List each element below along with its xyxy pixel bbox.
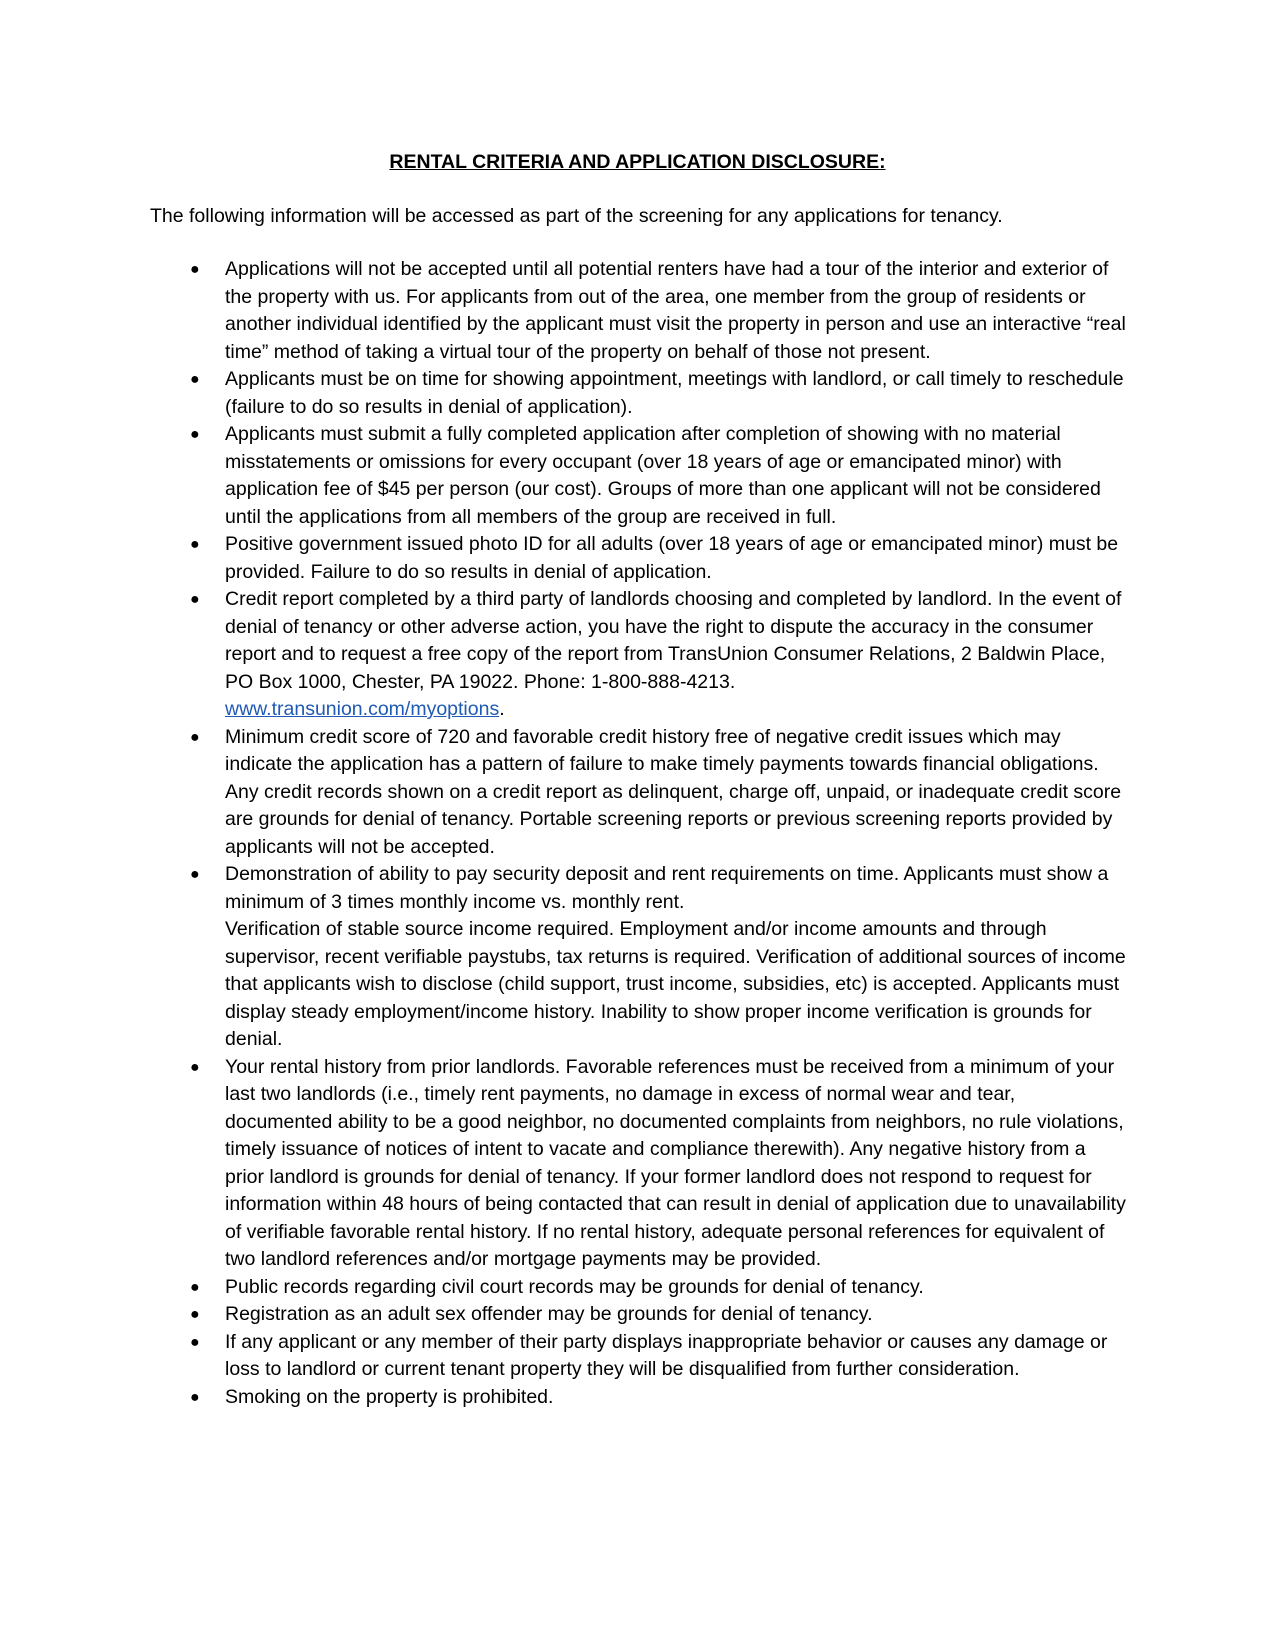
list-item <box>190 1329 1126 1384</box>
list-item <box>190 1384 1126 1412</box>
list-item-text-continued: Verification of stable source income required. Employment and/or income amounts and through supervisor, recent verifiable paystubs, tax returns is required. Verification of additional sources of income that applicants wish to disclose (child support, trust income, subsidies, etc) is accepted. Applicants must display steady employment/income history. Inability to show proper income verification is grounds for denial. <box>225 918 1126 1050</box>
bullet-icon: ● <box>190 1058 200 1076</box>
list-item-text: Positive government issued photo ID for all adults (over 18 years of age or emancipated minor) must be provided. Failure to do so results in denial of application. <box>225 533 1119 583</box>
list-item <box>190 531 1126 586</box>
bullet-icon: ● <box>190 536 200 553</box>
transunion-link-line <box>225 696 1126 724</box>
list-item-text: Minimum credit score of 720 and favorable credit history free of negative credit issues which may indicate the application has a pattern of failure to make timely payments towards financial obligations. Any credit records shown on a credit report as delinquent, charge off, unpaid, or inadequate credit score are grounds for denial of tenancy. Portable screening reports or previous screening reports provided by applicants will not be accepted. <box>225 725 1122 858</box>
bullet-icon: ● <box>190 866 200 883</box>
list-item-text: Credit report completed by a third party of landlords choosing and completed by landlord. In the event of denial of tenancy or other adverse action, you have the right to dispute the accuracy in the consumer report and to request a free copy of the report from TransUnion Consumer Relations, 2 Baldwin Place, PO Box 1000, Chester, PA 19022. Phone: 1-800-888-4213. <box>225 588 1122 693</box>
bullet-icon: ● <box>190 591 200 608</box>
intro-paragraph: The following information will be accessed as part of the screening for any applications for tenancy. <box>150 205 1003 227</box>
bullet-icon: ● <box>190 1388 200 1406</box>
list-item <box>190 256 1126 366</box>
list-item-text: Applicants must be on time for showing appointment, meetings with landlord, or call timely to reschedule (failure to do so results in denial of application). <box>225 368 1124 418</box>
bullet-icon: ● <box>190 1278 200 1296</box>
document-title: RENTAL CRITERIA AND APPLICATION DISCLOSURE: <box>389 151 886 173</box>
list-item <box>190 421 1126 531</box>
list-item <box>190 1274 1126 1302</box>
list-item <box>190 861 1126 1054</box>
bullet-icon: ● <box>190 1333 200 1351</box>
bullet-icon: ● <box>190 371 200 388</box>
criteria-list <box>190 256 1126 1411</box>
list-item <box>190 724 1126 862</box>
list-item <box>190 586 1126 724</box>
list-item-text: Public records regarding civil court records may be grounds for denial of tenancy. <box>225 1275 924 1298</box>
list-item-text: Smoking on the property is prohibited. <box>225 1385 554 1408</box>
link-suffix: . <box>499 698 505 720</box>
bullet-icon: ● <box>190 261 200 278</box>
list-item-text: Applications will not be accepted until all potential renters have had a tour of the interior and exterior of the property with us. For applicants from out of the area, one member from the group of residents or another individual identified by the applicant must visit the property in person and use an interactive “real time” method of taking a virtual tour of the property on behalf of those not present. <box>225 258 1126 363</box>
list-item-text: Registration as an adult sex offender may be grounds for denial of tenancy. <box>225 1303 873 1325</box>
list-item-text: If any applicant or any member of their party displays inappropriate behavior or causes any damage or loss to landlord or current tenant property they will be disqualified from further consideration. <box>225 1330 1108 1380</box>
list-item-text: Your rental history from prior landlords. Favorable references must be received from a minimum of your last two landlords (i.e., timely rent payments, no damage in excess of normal wear and tear, documented ability to be a good neighbor, no documented complaints from neighbors, no rule violations, timely issuance of notices of intent to vacate and compliance therewith). Any negative history from a prior landlord is grounds for denial of tenancy. If your former landlord does not respond to request for information within 48 hours of being contacted that can result in denial of application due to unavailability of verifiable favorable rental history. If no rental history, adequate personal references for equivalent of two landlord references and/or mortgage payments may be provided. <box>225 1055 1126 1270</box>
list-item <box>190 366 1126 421</box>
bullet-icon: ● <box>190 426 200 443</box>
bullet-icon: ● <box>190 728 200 746</box>
list-item-text: Demonstration of ability to pay security deposit and rent requirements on time. Applicants must show a minimum of 3 times monthly income vs. monthly rent. <box>225 863 1109 913</box>
list-item-text: Applicants must submit a fully completed application after completion of showing with no material misstatements or omissions for every occupant (over 18 years of age or emancipated minor) with application fee of $45 per person (our cost). Groups of more than one applicant will not be considered until the applications from all members of the group are received in full. <box>225 423 1101 528</box>
list-item <box>190 1054 1126 1274</box>
list-item <box>190 1301 1126 1329</box>
transunion-link[interactable]: www.transunion.com/myoptions <box>225 698 500 720</box>
bullet-icon: ● <box>190 1306 200 1323</box>
